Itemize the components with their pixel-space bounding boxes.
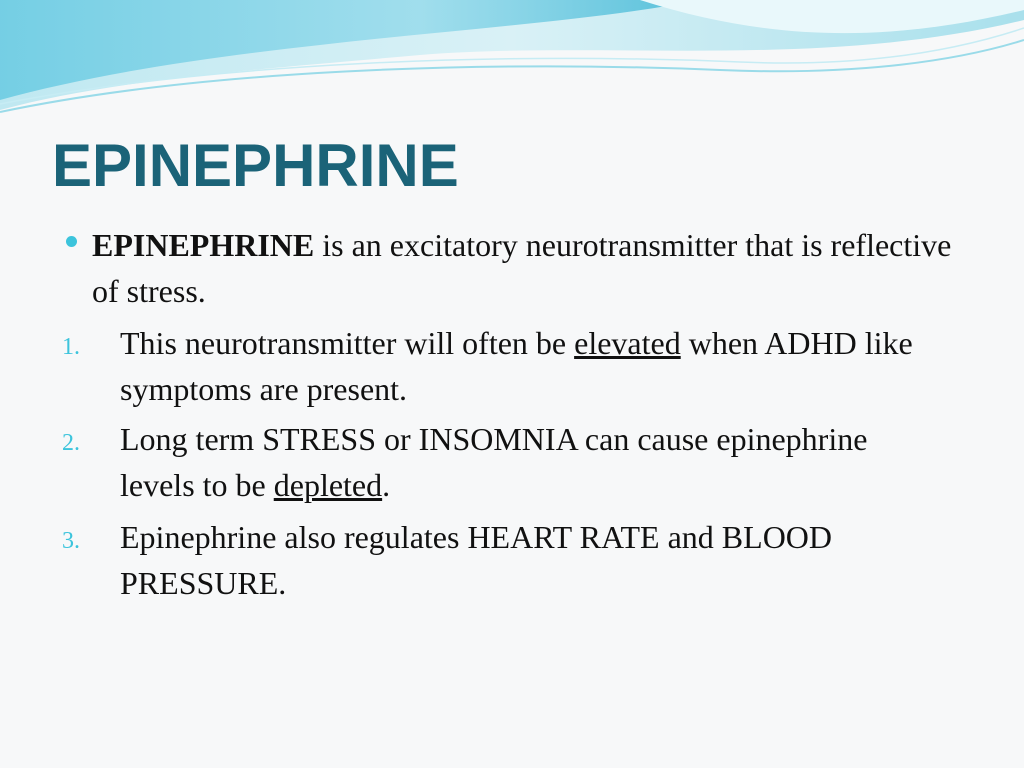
slide-title: EPINEPHRINE <box>52 132 459 199</box>
list-text-part: when ADHD like symptoms are present. <box>120 325 913 407</box>
list-item-text <box>120 514 940 606</box>
decorative-wave-header <box>0 0 1024 130</box>
list-number: 3. <box>62 528 80 554</box>
list-number: 2. <box>62 430 80 456</box>
bullet-dot-icon <box>66 236 77 247</box>
list-text-part: . <box>382 467 391 503</box>
underlined-word: elevated <box>574 325 681 361</box>
intro-bullet <box>92 222 972 314</box>
intro-text: is an excitatory neurotransmitter that is reflective of stress. <box>92 227 952 309</box>
list-item-text <box>120 416 940 508</box>
list-number: 1. <box>62 334 80 360</box>
list-text-part: Long term STRESS or INSOMNIA can cause epinephrine levels to be <box>120 421 868 503</box>
intro-bold-term: EPINEPHRINE <box>92 227 315 263</box>
list-text-part: This neurotransmitter will often be <box>120 325 575 361</box>
list-item-text <box>120 320 940 412</box>
underlined-word: depleted <box>273 467 383 503</box>
list-text-part: Epinephrine also regulates HEART RATE and BLOOD PRESSURE. <box>120 519 833 601</box>
